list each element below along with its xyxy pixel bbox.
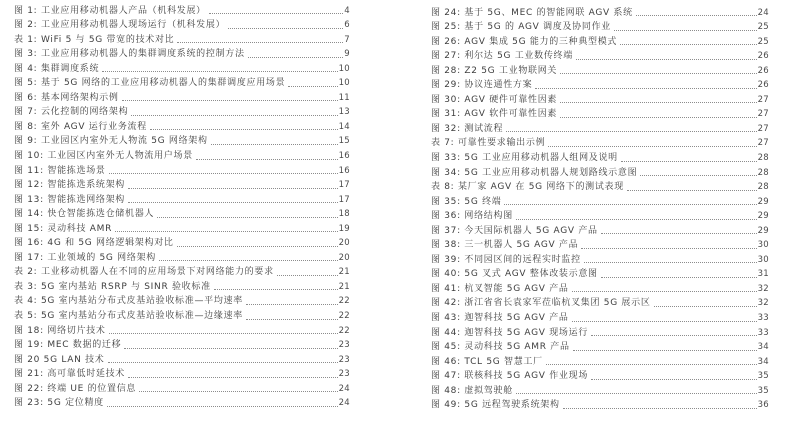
toc-entry-text: 图 11: 智能拣选场景 <box>14 165 106 176</box>
toc-page-number: 22 <box>338 325 350 336</box>
toc-page-number: 27 <box>757 138 769 149</box>
toc-entry[interactable] <box>14 177 350 192</box>
toc-entry[interactable] <box>14 104 350 119</box>
toc-entry-text: 图 40: 5G 叉式 AGV 整体改装示意图 <box>431 269 598 280</box>
toc-entry[interactable] <box>431 295 769 310</box>
toc-entry[interactable] <box>14 162 350 177</box>
dot-leader <box>591 335 757 336</box>
toc-entry-text: 表 2: 工业移动机器人在不同的应用场景下对网络能力的要求 <box>14 267 274 278</box>
toc-page-number: 23 <box>338 369 350 380</box>
toc-entry[interactable] <box>431 397 769 412</box>
toc-entry[interactable] <box>431 339 769 354</box>
toc-entry[interactable] <box>431 33 769 48</box>
dot-leader <box>636 15 757 16</box>
toc-entry[interactable] <box>431 149 769 164</box>
dot-leader <box>246 304 338 305</box>
toc-entry-text: 图 8: 室外 AGV 运行业务流程 <box>14 121 147 132</box>
toc-entry[interactable] <box>431 135 769 150</box>
toc-entry[interactable] <box>431 164 769 179</box>
toc-entry-text: 图 15: 灵动科技 AMR <box>14 223 113 234</box>
dot-leader <box>620 44 756 45</box>
toc-entry-text: 图 38: 三一机器人 5G AGV 产品 <box>431 240 579 251</box>
toc-entry[interactable] <box>431 4 769 19</box>
dot-leader <box>584 262 757 263</box>
dot-leader <box>535 88 756 89</box>
toc-entry-text: 图 23: 5G 定位精度 <box>14 398 104 409</box>
toc-page-number: 36 <box>757 400 769 411</box>
toc-page-number: 26 <box>757 51 769 62</box>
toc-page-number: 28 <box>757 153 769 164</box>
toc-page-number: 22 <box>338 311 350 322</box>
toc-page-number: 32 <box>757 283 769 294</box>
toc-column-left <box>14 2 350 409</box>
dot-leader <box>115 231 338 232</box>
toc-page-number: 30 <box>757 240 769 251</box>
toc-entry-text: 图 20 5G LAN 技术 <box>14 354 105 365</box>
toc-entry-text: 图 19: MEC 数据的迁移 <box>14 340 122 351</box>
dot-leader <box>209 13 343 14</box>
toc-page-number: 29 <box>757 211 769 222</box>
dot-leader <box>560 73 756 74</box>
toc-page-number: 15 <box>338 136 350 147</box>
dot-leader <box>248 57 344 58</box>
dot-leader <box>560 102 756 103</box>
dot-leader <box>196 159 338 160</box>
dot-leader <box>581 248 756 249</box>
toc-entry[interactable] <box>14 278 350 293</box>
toc-entry-text: 图 21: 高可靠低时延技术 <box>14 369 126 380</box>
toc-entry-text: 表 7: 可靠性要求输出示例 <box>431 138 546 149</box>
toc-page-number: 9 <box>344 49 350 60</box>
toc-entry-text: 图 22: 终端 UE 的位置信息 <box>14 383 137 394</box>
toc-entry[interactable] <box>14 380 350 395</box>
toc-entry-text: 表 4: 5G 室内基站分布式皮基站验收标准—平均速率 <box>14 296 243 307</box>
toc-entry-text: 图 33: 5G 工业应用移动机器人组网及说明 <box>431 153 618 164</box>
toc-page-number: 24 <box>338 398 350 409</box>
toc-page-number: 19 <box>338 223 350 234</box>
dot-leader <box>131 115 337 116</box>
dot-leader <box>157 217 337 218</box>
toc-page-number: 26 <box>757 65 769 76</box>
dot-leader <box>124 348 337 349</box>
toc-entry-text: 图 9: 工业园区内室外无人物流 5G 网络架构 <box>14 136 208 147</box>
toc-entry-text: 表 3: 5G 室内基站 RSRP 与 SINR 验收标准 <box>14 281 211 292</box>
dot-leader <box>214 289 338 290</box>
toc-entry[interactable] <box>431 280 769 295</box>
toc-entry-text: 图 24: 基于 5G、MEC 的智能网联 AGV 系统 <box>431 7 633 18</box>
toc-entry[interactable] <box>14 75 350 90</box>
toc-entry[interactable] <box>431 120 769 135</box>
toc-page-number: 24 <box>338 383 350 394</box>
toc-page-number: 10 <box>338 63 350 74</box>
dot-leader <box>563 408 757 409</box>
dot-leader <box>177 246 338 247</box>
toc-page-number: 33 <box>757 327 769 338</box>
toc-entry[interactable] <box>431 237 769 252</box>
dot-leader <box>107 406 338 407</box>
toc-page-number: 28 <box>757 182 769 193</box>
dot-leader <box>572 321 757 322</box>
toc-entry-text: 图 7: 云化控制的网络架构 <box>14 107 129 118</box>
toc-page-number: 16 <box>338 151 350 162</box>
toc-page-number: 29 <box>757 225 769 236</box>
toc-page-number: 22 <box>338 296 350 307</box>
toc-entry[interactable] <box>431 62 769 77</box>
dot-leader <box>654 306 757 307</box>
dot-leader <box>640 175 756 176</box>
toc-entry-text: 表 1: WiFi 5 与 5G 带宽的技术对比 <box>14 34 175 45</box>
toc-page-number: 17 <box>338 194 350 205</box>
toc-page-number: 24 <box>757 7 769 18</box>
toc-entry[interactable] <box>14 337 350 352</box>
dot-leader <box>601 277 757 278</box>
toc-entry[interactable] <box>431 382 769 397</box>
toc-entry-text: 图 49: 5G 远程驾驶系统架构 <box>431 400 560 411</box>
toc-entry[interactable] <box>14 31 350 46</box>
toc-page-number: 20 <box>338 252 350 263</box>
toc-entry-text: 图 28: Z2 5G 工业物联网关 <box>431 65 558 76</box>
toc-entry-text: 图 4: 集群调度系统 <box>14 63 100 74</box>
toc-entry[interactable] <box>431 19 769 34</box>
dot-leader <box>128 377 338 378</box>
dot-leader <box>139 391 337 392</box>
toc-entry[interactable] <box>431 106 769 121</box>
dot-leader <box>504 204 756 205</box>
toc-entry[interactable] <box>14 2 350 17</box>
toc-entry-text: 图 26: AGV 集成 5G 能力的三种典型模式 <box>431 36 618 47</box>
toc-entry-text: 图 42: 浙江省省长袁家军莅临杭叉集团 5G 展示区 <box>431 298 651 309</box>
toc-page-number: 31 <box>757 269 769 280</box>
toc-page-number: 27 <box>757 94 769 105</box>
toc-entry-text: 图 14: 快仓智能拣选仓储机器人 <box>14 209 155 220</box>
toc-page-number: 26 <box>757 80 769 91</box>
toc-entry-text: 图 12: 智能拣选系统架构 <box>14 180 126 191</box>
toc-entry-text: 图 30: AGV 硬件可靠性因素 <box>431 94 558 105</box>
toc-entry-text: 图 34: 5G 工业应用移动机器人规划路线示意图 <box>431 167 638 178</box>
toc-entry-text: 表 8: 某厂家 AGV 在 5G 网络下的测试表现 <box>431 182 624 193</box>
toc-entry-text: 图 31: AGV 软件可靠性因素 <box>431 109 558 120</box>
toc-page-number: 34 <box>757 342 769 353</box>
toc-entry[interactable] <box>431 266 769 281</box>
toc-page-number: 10 <box>338 78 350 89</box>
toc-entry-text: 图 47: 联核科技 5G AGV 作业现场 <box>431 371 589 382</box>
toc-entry[interactable] <box>431 353 769 368</box>
toc-entry-text: 图 41: 杭叉智能 5G AGV 产品 <box>431 283 569 294</box>
toc-entry[interactable] <box>14 249 350 264</box>
toc-entry[interactable] <box>14 351 350 366</box>
toc-entry-text: 图 17: 工业领域的 5G 网络架构 <box>14 252 156 263</box>
toc-entry[interactable] <box>431 368 769 383</box>
toc-entry-text: 图 32: 测试流程 <box>431 123 504 134</box>
toc-entry[interactable] <box>14 147 350 162</box>
dot-leader <box>228 28 343 29</box>
toc-entry-text: 图 16: 4G 和 5G 网络逻辑架构对比 <box>14 238 174 249</box>
dot-leader <box>516 393 757 394</box>
toc-page-number: 27 <box>757 109 769 120</box>
toc-entry-text: 图 25: 基于 5G 的 AGV 调度及协同作业 <box>431 22 611 33</box>
toc-entry[interactable] <box>431 179 769 194</box>
toc-page-number: 35 <box>757 371 769 382</box>
dot-leader <box>109 333 338 334</box>
dot-leader <box>277 275 338 276</box>
toc-entry[interactable] <box>14 264 350 279</box>
dot-leader <box>572 291 757 292</box>
dot-leader <box>591 379 757 380</box>
toc-entry[interactable] <box>431 48 769 63</box>
toc-page-number: 14 <box>338 121 350 132</box>
toc-page-number: 13 <box>338 107 350 118</box>
toc-entry[interactable] <box>14 118 350 133</box>
toc-page-number: 33 <box>757 313 769 324</box>
dot-leader <box>108 362 338 363</box>
toc-page-number: 11 <box>338 92 350 103</box>
toc-page-number: 27 <box>757 123 769 134</box>
dot-leader <box>150 129 338 130</box>
toc-entry[interactable] <box>14 322 350 337</box>
toc-entry[interactable] <box>14 60 350 75</box>
toc-entry[interactable] <box>14 46 350 61</box>
toc-entry[interactable] <box>14 366 350 381</box>
toc-page-number: 35 <box>757 385 769 396</box>
dot-leader <box>122 100 338 101</box>
toc-entry[interactable] <box>431 251 769 266</box>
dot-leader <box>109 173 338 174</box>
toc-page-number: 30 <box>757 254 769 265</box>
toc-entry[interactable] <box>431 324 769 339</box>
toc-page-number: 34 <box>757 356 769 367</box>
toc-entry[interactable] <box>14 17 350 32</box>
dot-leader <box>627 190 757 191</box>
dot-leader <box>614 30 757 31</box>
toc-entry-text: 图 2: 工业应用移动机器人现场运行（机科发展） <box>14 20 226 31</box>
toc-entry-text: 图 18: 网络切片技术 <box>14 325 106 336</box>
toc-entry-text: 图 1: 工业应用移动机器人产品（机科发展） <box>14 5 206 16</box>
toc-page-number: 21 <box>338 267 350 278</box>
dot-leader <box>506 131 756 132</box>
toc-entry-text: 图 35: 5G 终端 <box>431 196 502 207</box>
toc-entry-text: 图 29: 协议连通性方案 <box>431 80 533 91</box>
dot-leader <box>516 219 757 220</box>
toc-entry[interactable] <box>431 309 769 324</box>
toc-entry-text: 图 45: 灵动科技 5G AMR 产品 <box>431 342 570 353</box>
toc-entry-text: 图 46: TCL 5G 智慧工厂 <box>431 356 543 367</box>
toc-page-number: 17 <box>338 180 350 191</box>
toc-entry[interactable] <box>14 235 350 250</box>
toc-entry[interactable] <box>14 293 350 308</box>
toc-entry[interactable] <box>431 91 769 106</box>
dot-leader <box>601 233 757 234</box>
toc-entry[interactable] <box>14 191 350 206</box>
toc-page-number: 4 <box>344 5 350 16</box>
dot-leader <box>246 319 338 320</box>
toc-column-right <box>431 4 769 411</box>
toc-entry[interactable] <box>431 208 769 223</box>
toc-page-number: 23 <box>338 340 350 351</box>
toc-page-number: 23 <box>338 354 350 365</box>
toc-entry-text: 图 44: 迦智科技 5G AGV 现场运行 <box>431 327 589 338</box>
toc-entry-text: 图 27: 利尔达 5G 工业数传终端 <box>431 51 573 62</box>
dot-leader <box>159 260 338 261</box>
dot-leader <box>560 117 756 118</box>
toc-entry-text: 图 36: 网络结构图 <box>431 211 513 222</box>
toc-page-number: 32 <box>757 298 769 309</box>
toc-entry-text: 图 13: 智能拣选网络架构 <box>14 194 126 205</box>
toc-page-number: 28 <box>757 167 769 178</box>
toc-page-number: 20 <box>338 238 350 249</box>
dot-leader <box>288 86 337 87</box>
toc-page-number: 21 <box>338 281 350 292</box>
toc-page-number: 25 <box>757 22 769 33</box>
toc-entry-text: 图 48: 虚拟驾驶舱 <box>431 385 513 396</box>
toc-entry-text: 图 43: 迦智科技 5G AGV 产品 <box>431 313 569 324</box>
toc-entry[interactable] <box>14 220 350 235</box>
dot-leader <box>621 161 757 162</box>
toc-entry[interactable] <box>14 395 350 410</box>
toc-entry[interactable] <box>14 206 350 221</box>
toc-entry[interactable] <box>14 307 350 322</box>
toc-entry[interactable] <box>14 133 350 148</box>
dot-leader <box>128 202 338 203</box>
toc-entry-text: 图 5: 基于 5G 网络的工业应用移动机器人的集群调度应用场景 <box>14 78 286 89</box>
dot-leader <box>128 188 338 189</box>
toc-page-number: 18 <box>338 209 350 220</box>
dot-leader <box>573 350 757 351</box>
toc-page-number: 7 <box>344 34 350 45</box>
toc-entry[interactable] <box>431 193 769 208</box>
toc-page-number: 6 <box>344 20 350 31</box>
dot-leader <box>177 42 343 43</box>
toc-page-number: 25 <box>757 36 769 47</box>
toc-entry-text: 图 37: 今天国际机器人 5G AGV 产品 <box>431 225 598 236</box>
toc-entry-text: 表 5: 5G 室内基站分布式皮基站验收标准—边缘速率 <box>14 311 243 322</box>
dot-leader <box>102 71 337 72</box>
dot-leader <box>548 146 756 147</box>
toc-page-number: 16 <box>338 165 350 176</box>
toc-entry[interactable] <box>431 77 769 92</box>
toc-page-number: 29 <box>757 196 769 207</box>
toc-entry-text: 图 39: 不同园区间的远程实时监控 <box>431 254 581 265</box>
toc-entry[interactable] <box>14 89 350 104</box>
toc-entry[interactable] <box>431 222 769 237</box>
dot-leader <box>546 364 757 365</box>
toc-entry-text: 图 3: 工业应用移动机器人的集群调度系统的控制方法 <box>14 49 245 60</box>
toc-entry-text: 图 6: 基本网络架构示例 <box>14 92 119 103</box>
dot-leader <box>576 59 757 60</box>
dot-leader <box>211 144 338 145</box>
toc-entry-text: 图 10: 工业园区内室外无人物流用户场景 <box>14 151 193 162</box>
